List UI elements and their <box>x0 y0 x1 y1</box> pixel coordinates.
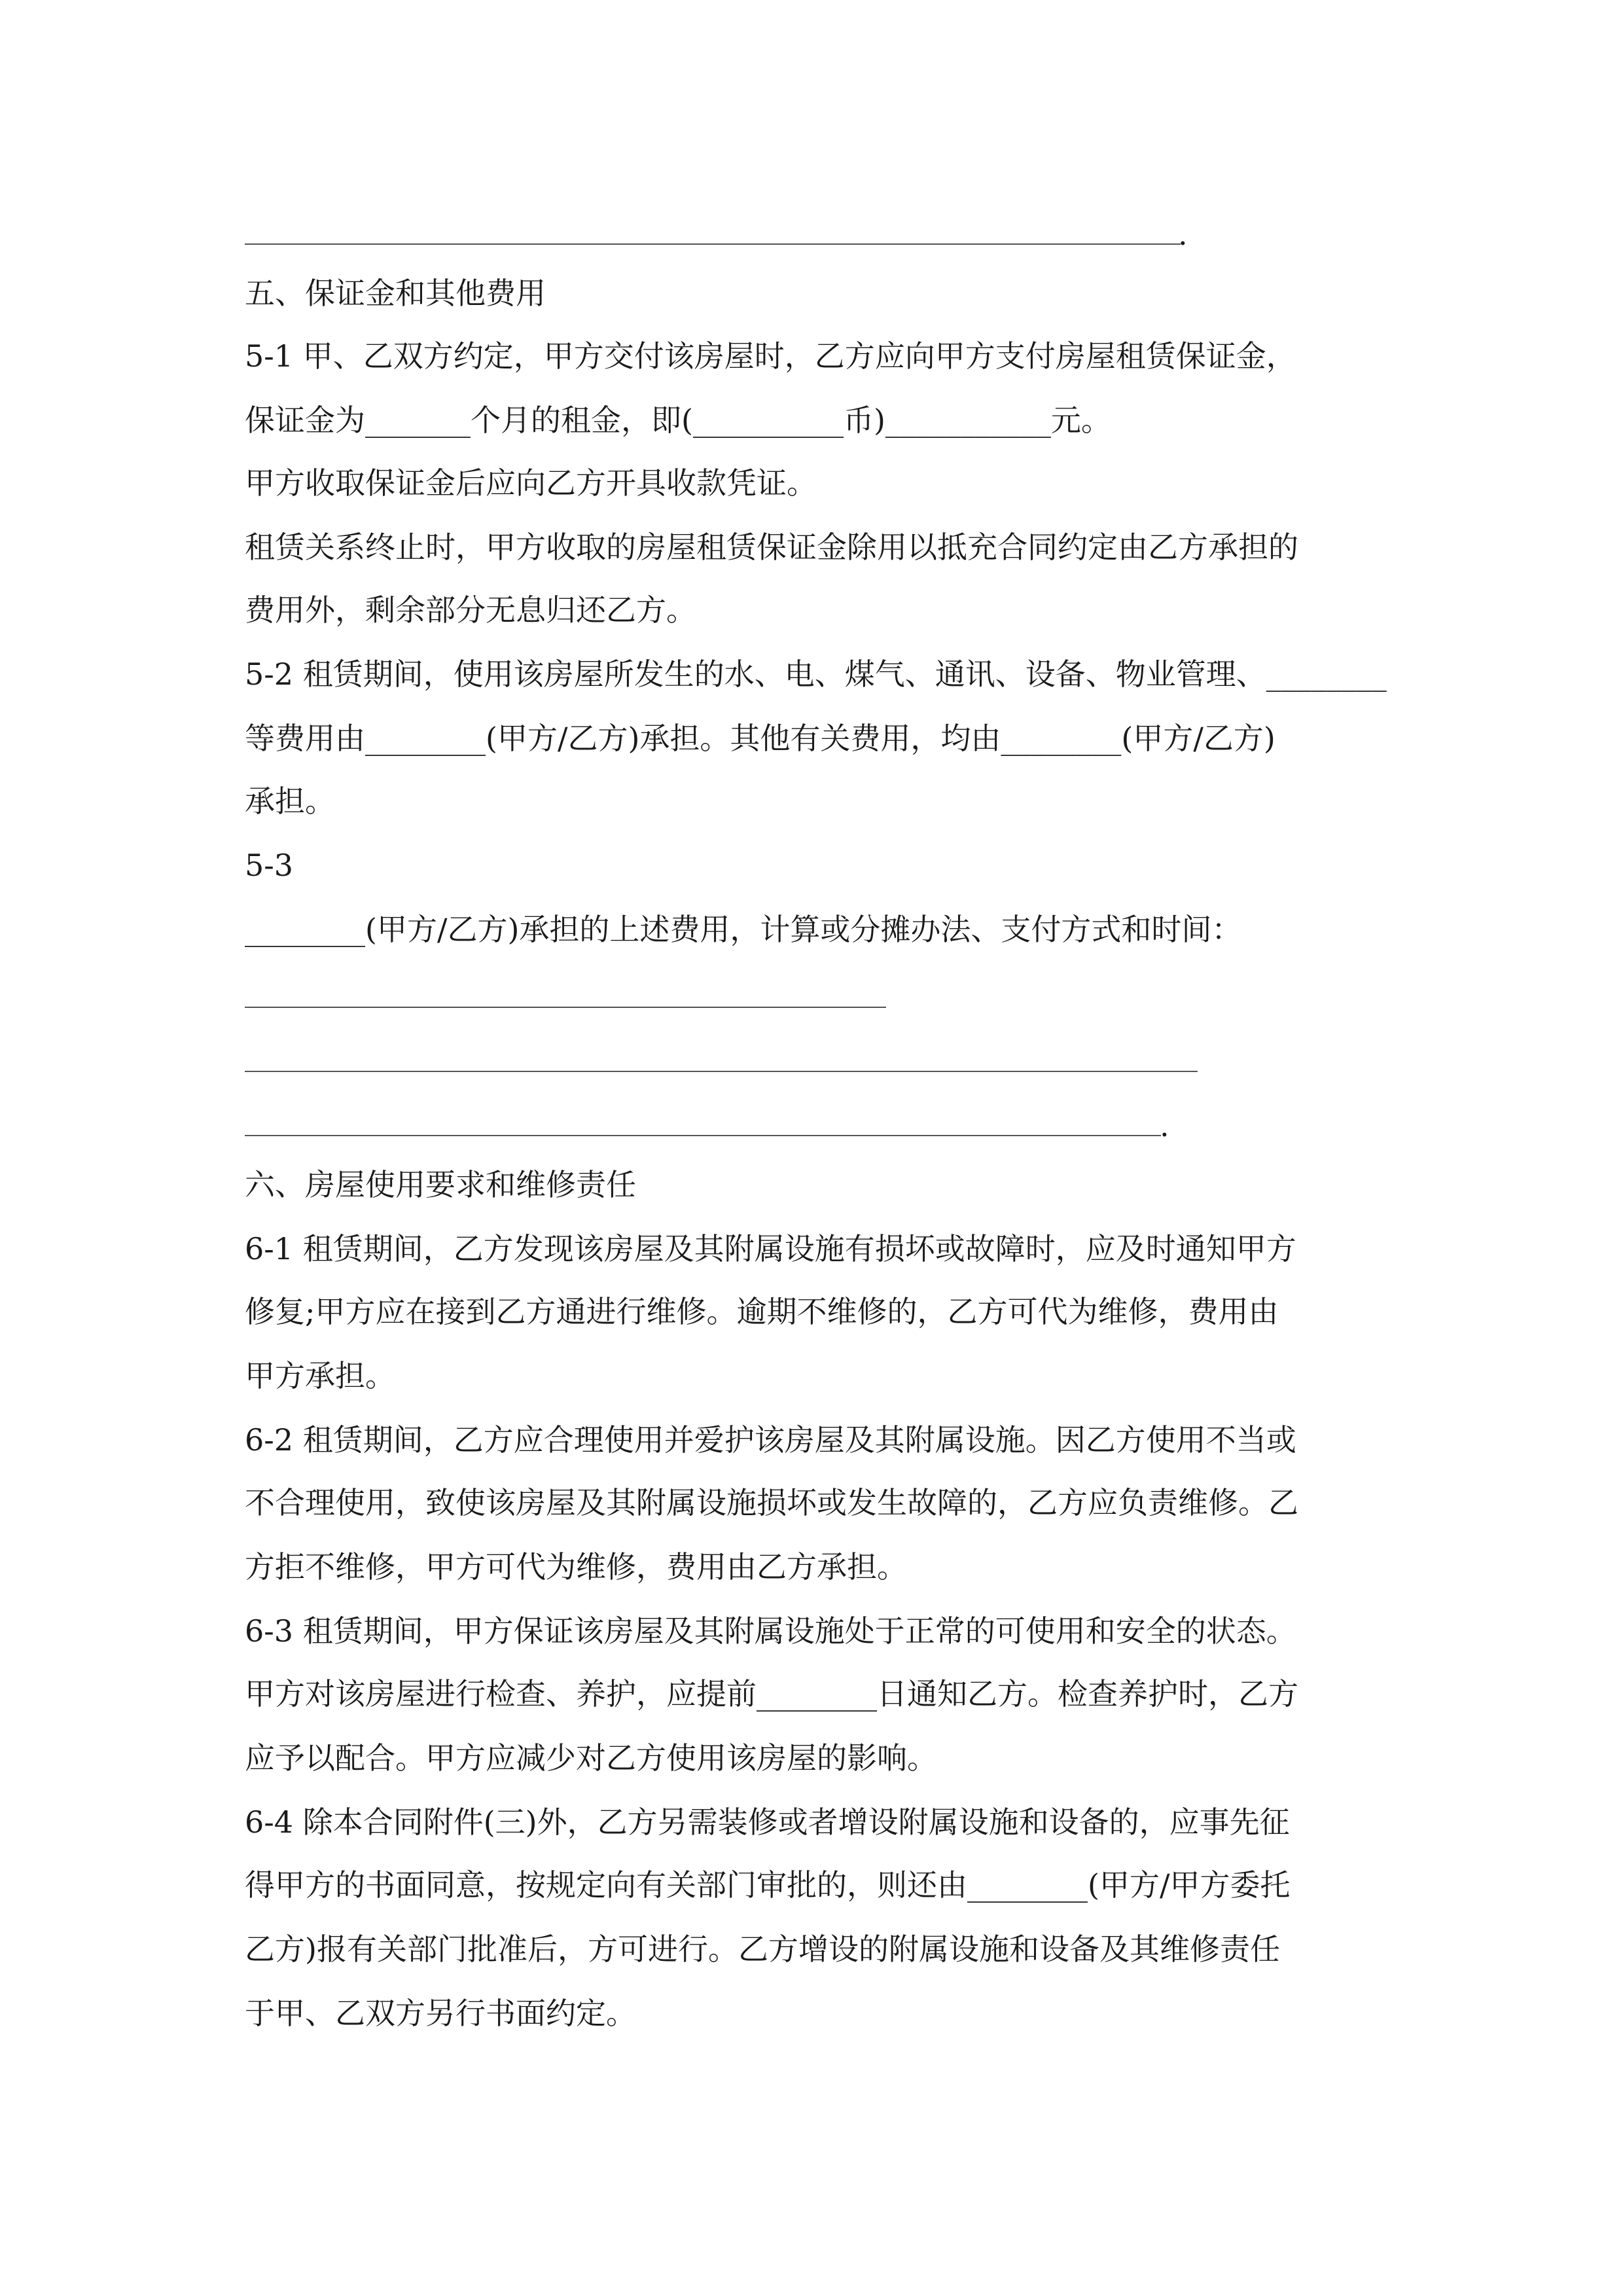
paragraph-line: 6-4 除本合同附件(三)外，乙方另需装修或者增设附属设施和设备的，应事先征 <box>245 1804 1290 1840</box>
paragraph-line: 等费用由________(甲方/乙方)承担。其他有关费用，均由________(甲方/乙方) <box>245 721 1275 756</box>
paragraph-line: 甲方对该房屋进行检查、养护，应提前________日通知乙方。检查养护时，乙方 <box>245 1676 1298 1712</box>
paragraph-line: 承担。 <box>245 783 335 819</box>
paragraph-line: 费用外，剩余部分无息归还乙方。 <box>245 592 696 628</box>
paragraph-line: 甲方收取保证金后应向乙方开具收款凭证。 <box>245 465 817 501</box>
paragraph-line: 6-1 租赁期间，乙方发现该房屋及其附属设施有损坏或故障时，应及时通知甲方 <box>245 1231 1296 1266</box>
paragraph-line: 应予以配合。甲方应减少对乙方使用该房屋的影响。 <box>245 1740 937 1776</box>
section-heading: 六、房屋使用要求和维修责任 <box>245 1167 636 1202</box>
paragraph-line: 6-2 租赁期间，乙方应合理使用并爱护该房屋及其附属设施。因乙方使用不当或 <box>245 1422 1296 1458</box>
paragraph-line: 于甲、乙双方另行书面约定。 <box>245 1996 636 2031</box>
blank-line <box>245 1135 1161 1136</box>
paragraph-line: 方拒不维修，甲方可代为维修，费用由乙方承担。 <box>245 1549 907 1585</box>
blank-line <box>245 1007 886 1008</box>
paragraph-line: 乙方)报有关部门批准后，方可进行。乙方增设的附属设施和设备及其维修责任 <box>245 1931 1280 1967</box>
paragraph-line: 5-1 甲、乙双方约定，甲方交付该房屋时，乙方应向甲方支付房屋租赁保证金， <box>245 338 1296 374</box>
paragraph-line: 甲方承担。 <box>245 1358 395 1393</box>
paragraph-line: 得甲方的书面同意，按规定向有关部门审批的，则还由________(甲方/甲方委托 <box>245 1867 1291 1903</box>
blank-line <box>245 1071 1198 1072</box>
line-end-period: . <box>1178 217 1188 252</box>
paragraph-line: 保证金为_______个月的租金，即(__________币)___________元。 <box>245 403 1111 438</box>
paragraph-line: 6-3 租赁期间，甲方保证该房屋及其附属设施处于正常的可使用和安全的状态。 <box>245 1613 1296 1649</box>
paragraph-line: 租赁关系终止时，甲方收取的房屋租赁保证金除用以抵充合同约定由乙方承担的 <box>245 529 1298 565</box>
paragraph-line: 修复;甲方应在接到乙方通进行维修。逾期不维修的，乙方可代为维修，费用由 <box>245 1294 1279 1329</box>
paragraph-line: 5-3 <box>245 848 294 883</box>
paragraph-line: 不合理使用，致使该房屋及其附属设施损坏或发生故障的，乙方应负责维修。乙 <box>245 1485 1298 1520</box>
blank-line <box>245 243 1181 245</box>
line-end-period: . <box>1160 1108 1169 1143</box>
section-heading: 五、保证金和其他费用 <box>245 276 546 311</box>
paragraph-line: 5-2 租赁期间，使用该房屋所发生的水、电、煤气、通讯、设备、物业管理、________ <box>245 656 1387 692</box>
paragraph-line: ________(甲方/乙方)承担的上述费用，计算或分摊办法、支付方式和时间： <box>245 912 1242 947</box>
